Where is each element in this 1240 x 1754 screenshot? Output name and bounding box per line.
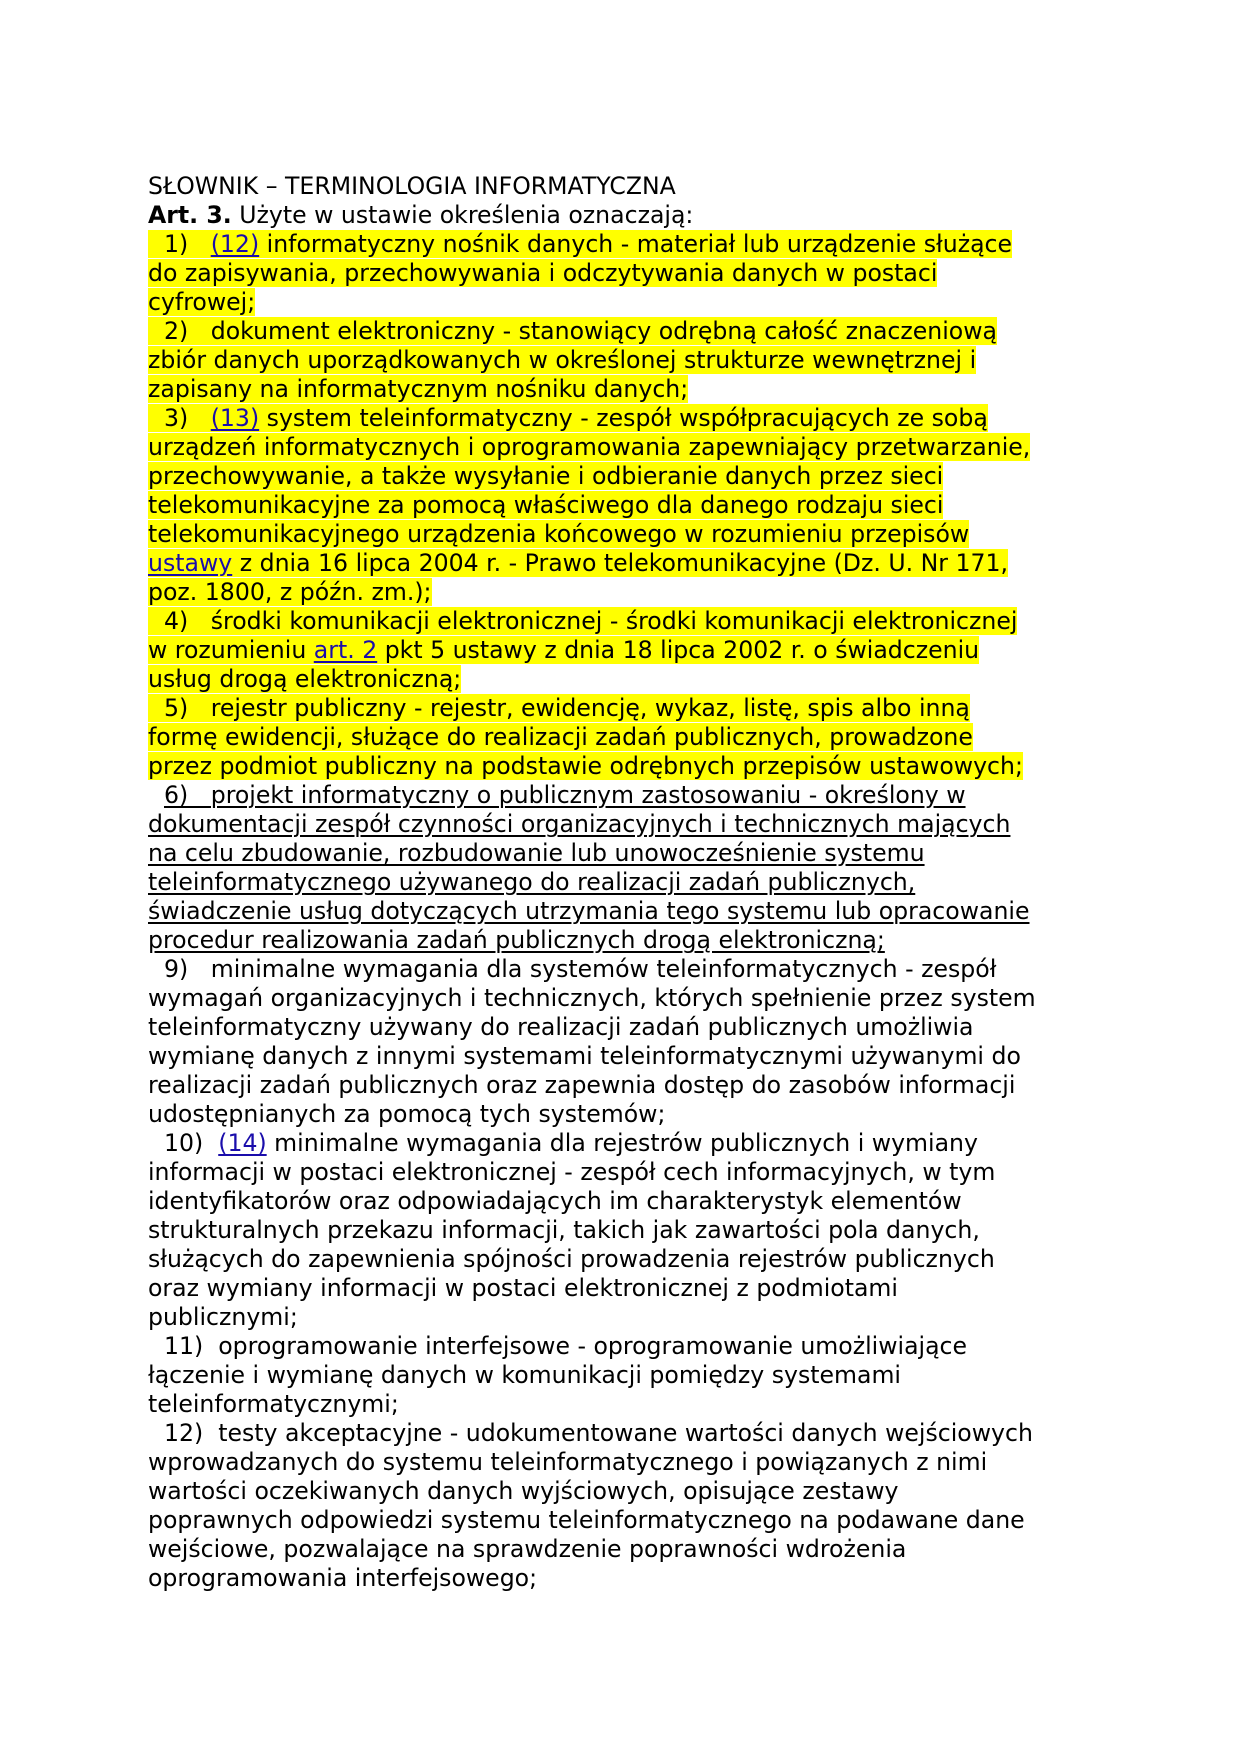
item-10-line-1: 10) (14) minimalne wymagania dla rejestrów publicznych i wymiany — [148, 1129, 1098, 1158]
item-1-line-1 — [148, 230, 1098, 259]
item-12-line-3: wartości oczekiwanych danych wyjściowych, opisujące zestawy — [148, 1477, 899, 1505]
article-label: Art. 3. — [148, 201, 232, 229]
item-1-footnote-link[interactable]: (12) — [210, 230, 260, 258]
item-3-text: system teleinformatyczny - zespół współpracujących ze sobą — [259, 404, 988, 432]
item-1-number: 1) — [164, 230, 211, 258]
item-4-line-1: 4) środki komunikacji elektronicznej - środki komunikacji elektronicznej — [148, 607, 1098, 636]
item-10-footnote-link[interactable]: (14) — [218, 1129, 267, 1157]
article-heading — [148, 201, 1098, 230]
item-10-line-5: służących do zapewnienia spójności prowadzenia rejestrów publicznych — [148, 1245, 995, 1273]
item-9-line-3: teleinformatyczny używany do realizacji zadań publicznych umożliwia — [148, 1013, 974, 1041]
item-12-line-2: wprowadzanych do systemu teleinformatycznego i powiązanych z nimi — [148, 1448, 988, 1476]
item-12-line-1: 12) testy akceptacyjne - udokumentowane wartości danych wejściowych — [164, 1419, 1033, 1447]
item-4-line-3: usług drogą elektroniczną; — [148, 665, 462, 693]
item-10-line-7: publicznymi; — [148, 1303, 298, 1331]
item-2-line-1: 2) dokument elektroniczny - stanowiący odrębną całość znaczeniową — [148, 317, 1098, 346]
article-intro: Użyte w ustawie określenia oznaczają: — [231, 201, 694, 229]
item-3-footnote-link[interactable]: (13) — [210, 404, 260, 432]
item-10-line-6: oraz wymiany informacji w postaci elektronicznej z podmiotami — [148, 1274, 898, 1302]
item-11-line-3: teleinformatycznymi; — [148, 1390, 399, 1418]
item-9-line-2: wymagań organizacyjnych i technicznych, których spełnienie przez system — [148, 984, 1036, 1012]
item-6-line-5: świadczenie usług dotyczących utrzymania tego systemu lub opracowanie — [148, 897, 1030, 925]
item-5-line-3: przez podmiot publiczny na podstawie odrębnych przepisów ustawowych; — [148, 752, 1023, 780]
item-2-line-3: zapisany na informatycznym nośniku danych; — [148, 375, 689, 403]
item-6-line-6: procedur realizowania zadań publicznych drogą elektroniczną; — [148, 926, 885, 954]
ustawy-link[interactable]: ustawy — [148, 549, 233, 577]
item-12-line-5: wejściowe, pozwalające na sprawdzenie poprawności wdrożenia — [148, 1535, 907, 1563]
item-10-line-2: informacji w postaci elektronicznej - zespół cech informacyjnych, w tym — [148, 1158, 996, 1186]
item-3-line-1 — [148, 404, 1098, 433]
item-3-line-6: ustawy z dnia 16 lipca 2004 r. - Prawo telekomunikacyjne (Dz. U. Nr 171, — [148, 549, 1008, 577]
item-10-line-3: identyfikatorów oraz odpowiadających im charakterystyk elementów — [148, 1187, 962, 1215]
document-title: SŁOWNIK – TERMINOLOGIA INFORMATYCZNA — [148, 172, 676, 200]
item-2-line-2: zbiór danych uporządkowanych w określonej strukturze wewnętrznej i — [148, 346, 977, 374]
item-12-line-4: poprawnych odpowiedzi systemu teleinformatycznego na podawane dane — [148, 1506, 1025, 1534]
item-9-line-6: udostępnianych za pomocą tych systemów; — [148, 1100, 666, 1128]
item-10-number: 10) — [164, 1129, 219, 1157]
item-3-line-4: telekomunikacyjne za pomocą właściwego dla danego rodzaju sieci — [148, 491, 944, 519]
item-9-line-1: 9) minimalne wymagania dla systemów teleinformatycznych - zespół — [164, 955, 997, 983]
item-6-line-2: dokumentacji zespół czynności organizacyjnych i technicznych mających — [148, 810, 1011, 838]
item-6-line-3: na celu zbudowanie, rozbudowanie lub unowocześnienie systemu — [148, 839, 925, 867]
item-12-line-6: oprogramowania interfejsowego; — [148, 1564, 538, 1592]
item-9-line-5: realizacji zadań publicznych oraz zapewnia dostęp do zasobów informacji — [148, 1071, 1016, 1099]
item-4-line-2: w rozumieniu art. 2 pkt 5 ustawy z dnia 18 lipca 2002 r. o świadczeniu — [148, 636, 980, 664]
item-1-line-3: cyfrowej; — [148, 288, 256, 316]
item-6-line-4: teleinformatycznego używanego do realizacji zadań publicznych, — [148, 868, 916, 896]
item-3-line-5: telekomunikacyjnego urządzenia końcowego w rozumieniu przepisów — [148, 520, 970, 548]
item-1-text: informatyczny nośnik danych - materiał lub urządzenie służące — [259, 230, 1013, 258]
item-3-number: 3) — [164, 404, 211, 432]
item-11-line-2: łączenie i wymianę danych w komunikacji pomiędzy systemami — [148, 1361, 901, 1389]
item-6-line-1: 6) projekt informatyczny o publicznym zastosowaniu - określony w — [164, 781, 966, 809]
item-1-line-2: do zapisywania, przechowywania i odczytywania danych w postaci — [148, 259, 938, 287]
art-2-link[interactable]: art. 2 — [313, 636, 378, 664]
item-5-line-2: formę ewidencji, służące do realizacji zadań publicznych, prowadzone — [148, 723, 973, 751]
item-5-line-1: 5) rejestr publiczny - rejestr, ewidencję, wykaz, listę, spis albo inną — [148, 694, 1098, 723]
item-3-line-7: poz. 1800, z późn. zm.); — [148, 578, 432, 606]
item-3-line-3: przechowywanie, a także wysyłanie i odbieranie danych przez sieci — [148, 462, 944, 490]
item-3-line-2: urządzeń informatycznych i oprogramowania zapewniający przetwarzanie, — [148, 433, 1031, 461]
document-page — [148, 172, 1098, 1593]
item-11-line-1: 11) oprogramowanie interfejsowe - oprogramowanie umożliwiające — [164, 1332, 968, 1360]
item-10-line-4: strukturalnych przekazu informacji, takich jak zawartości pola danych, — [148, 1216, 980, 1244]
item-9-line-4: wymianę danych z innymi systemami teleinformatycznymi używanymi do — [148, 1042, 1021, 1070]
